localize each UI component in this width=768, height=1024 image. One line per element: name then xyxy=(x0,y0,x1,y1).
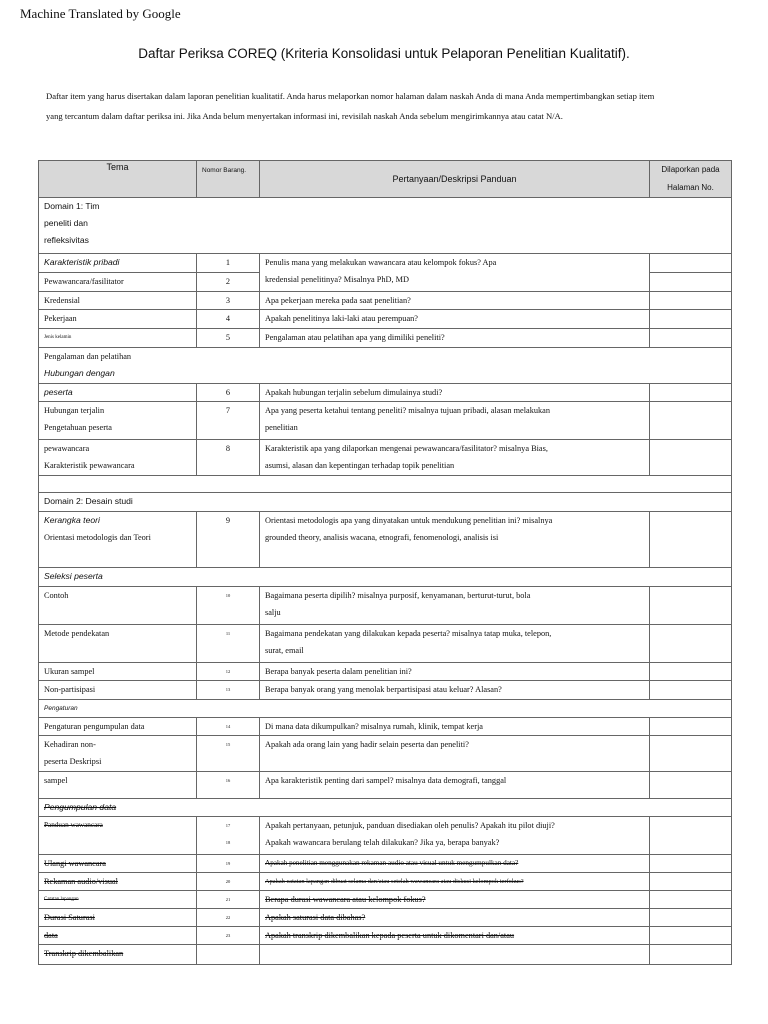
header-dilaporkan-line-1: Dilaporkan pada xyxy=(661,165,720,174)
domain-1-line-2: peneliti dan xyxy=(44,218,88,228)
table-header-row xyxy=(39,161,732,198)
item-topic: Durasi Saturasi xyxy=(39,909,197,927)
table-row xyxy=(39,772,732,799)
item-question: Pengalaman atau pelatihan apa yang dimiliki peneliti? xyxy=(260,329,650,348)
table-row xyxy=(39,945,732,965)
question-line: kredensial penelitinya? Misalnya PhD, MD xyxy=(265,275,410,284)
item-number: 19 xyxy=(197,855,260,873)
section-label: Hubungan dengan xyxy=(44,368,115,378)
page-number-cell[interactable] xyxy=(650,512,732,568)
question-line: Apakah wawancara berulang telah dilakukan? Jika ya, berapa banyak? xyxy=(265,838,500,847)
item-question xyxy=(260,402,650,440)
table-row xyxy=(39,587,732,625)
page-number-cell[interactable] xyxy=(650,873,732,891)
table-row xyxy=(39,440,732,476)
item-number: 16 xyxy=(197,772,260,799)
page-number-cell[interactable] xyxy=(650,329,732,348)
question-line: Orientasi metodologis apa yang dinyatakan untuk mendukung penelitian ini? misalnya xyxy=(265,516,553,525)
item-topic: Metode pendekatan xyxy=(39,625,197,663)
table-row xyxy=(39,873,732,891)
table-row xyxy=(39,512,732,568)
item-question: Apakah catatan lapangan dibuat selama dan/atau setelah wawancara atau diskusi kelompok terfokus? xyxy=(260,873,650,891)
table-row xyxy=(39,736,732,772)
topic-line: Kehadiran non- xyxy=(44,740,96,749)
domain-1-heading xyxy=(39,198,732,254)
page-number-cell[interactable] xyxy=(650,736,732,772)
item-topic: Ukuran sampel xyxy=(39,663,197,681)
question-line: Bagaimana pendekatan yang dilakukan kepada peserta? misalnya tatap muka, telepon, xyxy=(265,629,552,638)
item-number: 6 xyxy=(197,384,260,402)
question-line: Bagaimana peserta dipilih? misalnya purposif, kenyamanan, berturut-turut, bola xyxy=(265,591,531,600)
domain-row xyxy=(39,493,732,512)
item-number: 11 xyxy=(197,625,260,663)
intro-line-2: yang tercantum dalam daftar periksa ini. Jika Anda belum menyertakan informasi ini, revisilah naskah Anda sebelum mengirimkannya atau catat N/A. xyxy=(46,111,563,121)
item-topic: Rekaman audio/visual xyxy=(39,873,197,891)
machine-translated-label: Machine Translated by Google xyxy=(20,6,181,21)
item-question: Apakah penelitinya laki-laki atau perempuan? xyxy=(260,310,650,329)
page-number-cell[interactable] xyxy=(650,945,732,965)
domain-1-line-1: Domain 1: Tim xyxy=(44,201,100,211)
table-row xyxy=(39,927,732,945)
intro-line-1: Daftar item yang harus disertakan dalam laporan penelitian kualitatif. Anda harus melaporkan nomor halaman dalam naskah Anda di mana Anda mempertimbangkan setiap item xyxy=(46,91,655,101)
question-line: penelitian xyxy=(265,423,298,432)
item-number: 20 xyxy=(197,873,260,891)
item-topic: Catatan lapangan xyxy=(39,891,197,909)
page-number-cell[interactable] xyxy=(650,681,732,700)
topic-line: Orientasi metodologis dan Teori xyxy=(44,533,151,542)
question-line: asumsi, alasan dan kepentingan terhadap topik penelitian xyxy=(265,461,455,470)
item-question: Berapa banyak orang yang menolak berpartisipasi atau keluar? Alasan? xyxy=(260,681,650,700)
item-topic xyxy=(39,402,197,440)
item-topic xyxy=(39,440,197,476)
item-topic: Pewawancara/fasilitator xyxy=(39,273,197,292)
page-number-cell[interactable] xyxy=(650,909,732,927)
topic-line: Karakteristik pewawancara xyxy=(44,461,135,470)
page-number-cell[interactable] xyxy=(650,855,732,873)
item-question: Apa pekerjaan mereka pada saat penelitian? xyxy=(260,292,650,310)
item-topic: Contoh xyxy=(39,587,197,625)
item-topic: Non-partisipasi xyxy=(39,681,197,700)
item-topic: sampel xyxy=(39,772,197,799)
page-number-cell[interactable] xyxy=(650,273,732,292)
table-row xyxy=(39,625,732,663)
header-nomor: Nomor Barang. xyxy=(197,161,260,198)
section-label: Karakteristik pribadi xyxy=(39,254,197,273)
domain-row xyxy=(39,198,732,254)
table-row xyxy=(39,254,732,273)
table-row xyxy=(39,329,732,348)
page-number-cell[interactable] xyxy=(650,587,732,625)
item-number: 10 xyxy=(197,587,260,625)
spacer-row xyxy=(39,476,732,493)
item-topic: Transkrip dikembalikan xyxy=(39,945,197,965)
page-title: Daftar Periksa COREQ (Kriteria Konsolidasi untuk Pelaporan Penelitian Kualitatif). xyxy=(138,46,630,61)
item-question xyxy=(260,625,650,663)
table-row xyxy=(39,909,732,927)
header-dilaporkan xyxy=(650,161,732,198)
item-question: Apakah saturasi data dibahas? xyxy=(260,909,650,927)
table-row xyxy=(39,700,732,718)
section-label: Kerangka teori xyxy=(44,515,100,525)
page-number-cell[interactable] xyxy=(650,718,732,736)
item-topic: Pekerjaan xyxy=(39,310,197,329)
topic-line: pewawancara xyxy=(44,444,90,453)
page-number-cell[interactable] xyxy=(650,402,732,440)
item-number: 9 xyxy=(197,512,260,568)
item-topic: Panduan wawancara xyxy=(39,817,197,855)
page-number-cell[interactable] xyxy=(650,927,732,945)
table-row xyxy=(39,681,732,700)
header-pertanyaan: Pertanyaan/Deskripsi Panduan xyxy=(260,161,650,198)
section-label: peserta xyxy=(39,384,197,402)
item-topic: Ulangi wawancara xyxy=(39,855,197,873)
item-question: Apakah penelitian menggunakan rekaman audio atau visual untuk mengumpulkan data? xyxy=(260,855,650,873)
question-line: Apakah pertanyaan, petunjuk, panduan disediakan oleh penulis? Apakah itu pilot diuji? xyxy=(265,821,555,830)
item-number: 14 xyxy=(197,718,260,736)
table-row xyxy=(39,384,732,402)
item-topic: data xyxy=(39,927,197,945)
header-dilaporkan-line-2: Halaman No. xyxy=(667,183,714,192)
section-label: Seleksi peserta xyxy=(39,568,732,587)
page-number-cell[interactable] xyxy=(650,772,732,799)
coreq-checklist-table xyxy=(38,160,732,965)
item-question: Berapa banyak peserta dalam penelitian ini? xyxy=(260,663,650,681)
item-number: 15 xyxy=(197,736,260,772)
question-line: Karakteristik apa yang dilaporkan mengenai pewawancara/fasilitator? misalnya Bias, xyxy=(265,444,548,453)
item-question xyxy=(260,817,650,855)
table-row xyxy=(39,568,732,587)
domain-1-line-3: refleksivitas xyxy=(44,235,89,245)
item-question xyxy=(260,945,650,965)
spacer-cell xyxy=(39,476,732,493)
item-topic: Kredensial xyxy=(39,292,197,310)
item-number: 5 xyxy=(197,329,260,348)
table-row xyxy=(39,310,732,329)
item-number: 8 xyxy=(197,440,260,476)
page-number-cell[interactable] xyxy=(650,384,732,402)
subsection-row xyxy=(39,348,732,384)
table-row xyxy=(39,292,732,310)
item-number: 1 xyxy=(197,254,260,273)
item-question: Di mana data dikumpulkan? misalnya rumah, klinik, tempat kerja xyxy=(260,718,650,736)
topic-line: peserta Deskripsi xyxy=(44,757,102,766)
table-row xyxy=(39,663,732,681)
question-line: salju xyxy=(265,608,281,617)
page-number-cell[interactable] xyxy=(650,254,732,273)
topic-line: Pengetahuan peserta xyxy=(44,423,112,432)
item-number: 12 xyxy=(197,663,260,681)
table-row xyxy=(39,799,732,817)
page-number-cell[interactable] xyxy=(650,440,732,476)
table-row xyxy=(39,817,732,855)
item-number xyxy=(197,945,260,965)
number-line: 18 xyxy=(225,840,231,845)
item-number: 3 xyxy=(197,292,260,310)
item-question: Berapa durasi wawancara atau kelompok fokus? xyxy=(260,891,650,909)
item-number: 13 xyxy=(197,681,260,700)
item-number: 21 xyxy=(197,891,260,909)
item-topic xyxy=(39,512,197,568)
question-line: surat, email xyxy=(265,646,304,655)
item-question: Apa karakteristik penting dari sampel? misalnya data demografi, tanggal xyxy=(260,772,650,799)
intro-paragraph xyxy=(46,86,726,126)
item-topic: Pengalaman dan pelatihan xyxy=(44,352,132,361)
page-number-cell[interactable] xyxy=(650,292,732,310)
item-question: Apakah hubungan terjalin sebelum dimulainya studi? xyxy=(260,384,650,402)
item-question xyxy=(260,512,650,568)
table-row xyxy=(39,718,732,736)
section-label: Pengaturan xyxy=(39,700,732,718)
page-number-cell[interactable] xyxy=(650,310,732,329)
item-topic xyxy=(39,736,197,772)
item-question xyxy=(260,440,650,476)
item-topic: Jenis kelamin xyxy=(39,329,197,348)
table-row xyxy=(39,402,732,440)
item-number: 7 xyxy=(197,402,260,440)
question-line: Penulis mana yang melakukan wawancara atau kelompok fokus? Apa xyxy=(265,258,497,267)
table-row xyxy=(39,891,732,909)
item-question xyxy=(260,254,650,292)
question-line: Apa yang peserta ketahui tentang peneliti? misalnya tujuan pribadi, alasan melakukan xyxy=(265,406,550,415)
topic-line: Hubungan terjalin xyxy=(44,406,105,415)
page-number-cell[interactable] xyxy=(650,663,732,681)
section-label: Pengumpulan data xyxy=(39,799,732,817)
table-row xyxy=(39,348,732,384)
item-question: Apakah transkrip dikembalikan kepada peserta untuk dikomentari dan/atau xyxy=(260,927,650,945)
page-number-cell[interactable] xyxy=(650,625,732,663)
item-number xyxy=(197,817,260,855)
page-number-cell[interactable] xyxy=(650,891,732,909)
domain-2-heading: Domain 2: Desain studi xyxy=(39,493,732,512)
item-number: 4 xyxy=(197,310,260,329)
number-line: 17 xyxy=(225,823,231,828)
page-number-cell[interactable] xyxy=(650,817,732,855)
item-question: Apakah ada orang lain yang hadir selain peserta dan peneliti? xyxy=(260,736,650,772)
table-row xyxy=(39,855,732,873)
question-line: grounded theory, analisis wacana, etnografi, fenomenologi, analisis isi xyxy=(265,533,499,542)
item-number: 22 xyxy=(197,909,260,927)
item-question xyxy=(260,587,650,625)
item-topic: Pengaturan pengumpulan data xyxy=(39,718,197,736)
item-number: 23 xyxy=(197,927,260,945)
header-tema: Tema xyxy=(39,161,197,198)
item-number: 2 xyxy=(197,273,260,292)
